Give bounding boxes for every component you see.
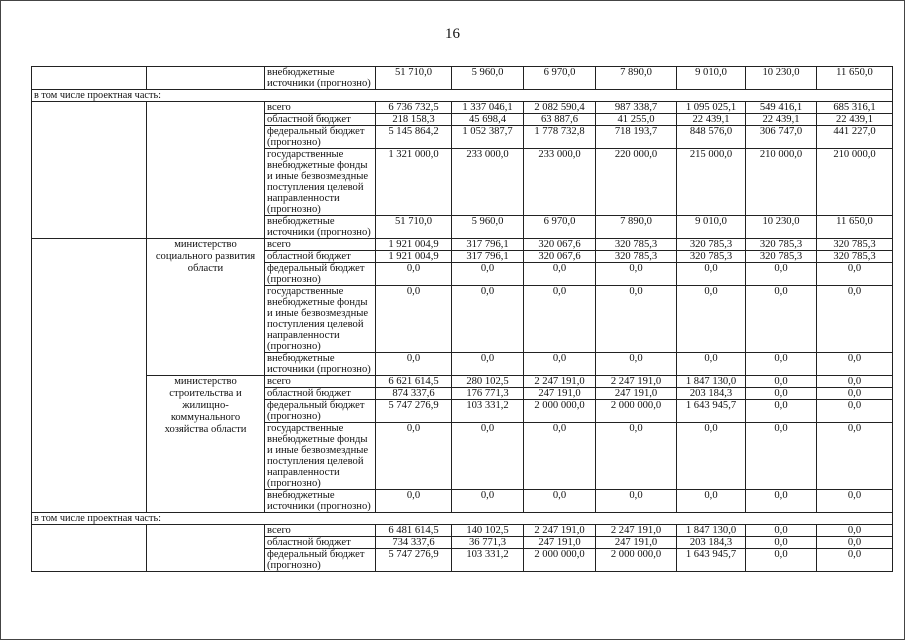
value-cell: 2 247 191,0 [596,525,677,537]
value-cell: 0,0 [376,353,452,376]
value-cell: 203 184,3 [677,537,746,549]
value-cell: 320 067,6 [524,239,596,251]
executor-cell [147,67,265,90]
funding-source-cell: федеральный бюджет (прогнозно) [265,126,376,149]
value-cell: 9 010,0 [677,67,746,90]
funding-source-cell: всего [265,525,376,537]
value-cell: 0,0 [817,549,893,572]
program-cell [32,102,147,239]
budget-table [31,66,893,572]
value-cell: 9 010,0 [677,216,746,239]
value-cell: 317 796,1 [452,239,524,251]
value-cell: 36 771,3 [452,537,524,549]
value-cell: 0,0 [452,353,524,376]
value-cell: 874 337,6 [376,388,452,400]
funding-source-cell: областной бюджет [265,114,376,126]
value-cell: 0,0 [746,400,817,423]
value-cell: 5 145 864,2 [376,126,452,149]
page-number: 16 [445,26,460,42]
value-cell: 0,0 [677,490,746,513]
funding-source-cell: внебюджетные источники (прогнозно) [265,353,376,376]
value-cell: 1 778 732,8 [524,126,596,149]
value-cell: 1 337 046,1 [452,102,524,114]
table-row [32,102,893,114]
value-cell: 247 191,0 [524,388,596,400]
value-cell: 1 847 130,0 [677,525,746,537]
value-cell: 103 331,2 [452,549,524,572]
value-cell: 0,0 [524,353,596,376]
value-cell: 1 847 130,0 [677,376,746,388]
value-cell: 247 191,0 [596,537,677,549]
value-cell: 320 785,3 [677,239,746,251]
value-cell: 320 785,3 [677,251,746,263]
value-cell: 2 000 000,0 [596,549,677,572]
value-cell: 0,0 [452,263,524,286]
funding-source-cell: внебюджетные источники (прогнозно) [265,67,376,90]
value-cell: 2 247 191,0 [524,376,596,388]
program-cell [32,525,147,572]
value-cell: 0,0 [746,423,817,490]
value-cell: 10 230,0 [746,67,817,90]
value-cell: 320 785,3 [746,239,817,251]
value-cell: 320 785,3 [596,239,677,251]
value-cell: 11 650,0 [817,67,893,90]
value-cell: 0,0 [746,525,817,537]
value-cell: 51 710,0 [376,216,452,239]
value-cell: 0,0 [817,490,893,513]
value-cell: 320 785,3 [817,239,893,251]
value-cell: 320 067,6 [524,251,596,263]
value-cell: 2 082 590,4 [524,102,596,114]
value-cell: 0,0 [817,400,893,423]
value-cell: 306 747,0 [746,126,817,149]
value-cell: 215 000,0 [677,149,746,216]
value-cell: 0,0 [596,490,677,513]
value-cell: 1 643 945,7 [677,549,746,572]
value-cell: 0,0 [746,286,817,353]
value-cell: 0,0 [524,490,596,513]
value-cell: 0,0 [746,388,817,400]
value-cell: 0,0 [817,376,893,388]
funding-source-cell: всего [265,376,376,388]
value-cell: 0,0 [817,353,893,376]
value-cell: 0,0 [677,286,746,353]
value-cell: 5 747 276,9 [376,549,452,572]
funding-source-cell: государственные внебюджетные фонды и иные безвозмездные поступления целевой направленности (прогнозно) [265,286,376,353]
value-cell: 7 890,0 [596,216,677,239]
value-cell: 0,0 [746,490,817,513]
value-cell: 0,0 [524,423,596,490]
program-cell [32,67,147,90]
funding-source-cell: государственные внебюджетные фонды и иные безвозмездные поступления целевой направленности (прогнозно) [265,423,376,490]
value-cell: 5 747 276,9 [376,400,452,423]
section-header-row [32,90,893,102]
value-cell: 140 102,5 [452,525,524,537]
value-cell: 2 247 191,0 [596,376,677,388]
project-part-label: в том числе проектная часть: [32,513,893,525]
value-cell: 1 052 387,7 [452,126,524,149]
value-cell: 6 736 732,5 [376,102,452,114]
value-cell: 22 439,1 [817,114,893,126]
value-cell: 549 416,1 [746,102,817,114]
value-cell: 1 921 004,9 [376,251,452,263]
value-cell: 0,0 [746,376,817,388]
value-cell: 0,0 [817,537,893,549]
value-cell: 203 184,3 [677,388,746,400]
executor-name: министерство строительства и жилищно-коммунального хозяйства области [147,376,265,513]
value-cell: 0,0 [817,263,893,286]
value-cell: 41 255,0 [596,114,677,126]
value-cell: 848 576,0 [677,126,746,149]
value-cell: 987 338,7 [596,102,677,114]
value-cell: 0,0 [452,490,524,513]
value-cell: 0,0 [524,286,596,353]
funding-source-cell: государственные внебюджетные фонды и иные безвозмездные поступления целевой направленности (прогнозно) [265,149,376,216]
value-cell: 176 771,3 [452,388,524,400]
value-cell: 0,0 [817,286,893,353]
value-cell: 220 000,0 [596,149,677,216]
value-cell: 210 000,0 [817,149,893,216]
table-row [32,239,893,251]
value-cell: 6 970,0 [524,216,596,239]
value-cell: 1 321 000,0 [376,149,452,216]
value-cell: 6 481 614,5 [376,525,452,537]
value-cell: 63 887,6 [524,114,596,126]
value-cell: 0,0 [677,263,746,286]
value-cell: 0,0 [452,423,524,490]
value-cell: 0,0 [596,423,677,490]
value-cell: 1 095 025,1 [677,102,746,114]
value-cell: 0,0 [376,286,452,353]
table-row [32,67,893,90]
funding-source-cell: областной бюджет [265,388,376,400]
value-cell: 11 650,0 [817,216,893,239]
value-cell: 0,0 [596,353,677,376]
value-cell: 2 000 000,0 [524,400,596,423]
value-cell: 0,0 [376,263,452,286]
value-cell: 103 331,2 [452,400,524,423]
value-cell: 441 227,0 [817,126,893,149]
value-cell: 45 698,4 [452,114,524,126]
value-cell: 0,0 [677,353,746,376]
funding-source-cell: федеральный бюджет (прогнозно) [265,263,376,286]
value-cell: 0,0 [746,549,817,572]
executor-cell [147,102,265,239]
value-cell: 247 191,0 [524,537,596,549]
value-cell: 320 785,3 [596,251,677,263]
value-cell: 685 316,1 [817,102,893,114]
value-cell: 317 796,1 [452,251,524,263]
value-cell: 7 890,0 [596,67,677,90]
value-cell: 280 102,5 [452,376,524,388]
value-cell: 218 158,3 [376,114,452,126]
table-row [32,376,893,388]
value-cell: 320 785,3 [817,251,893,263]
value-cell: 2 000 000,0 [524,549,596,572]
value-cell: 0,0 [746,353,817,376]
value-cell: 6 621 614,5 [376,376,452,388]
section-header-row [32,513,893,525]
value-cell: 5 960,0 [452,216,524,239]
value-cell: 233 000,0 [452,149,524,216]
value-cell: 0,0 [817,388,893,400]
value-cell: 718 193,7 [596,126,677,149]
value-cell: 247 191,0 [596,388,677,400]
value-cell: 2 000 000,0 [596,400,677,423]
table-row [32,525,893,537]
value-cell: 51 710,0 [376,67,452,90]
value-cell: 210 000,0 [746,149,817,216]
value-cell: 5 960,0 [452,67,524,90]
value-cell: 10 230,0 [746,216,817,239]
value-cell: 0,0 [817,423,893,490]
value-cell: 0,0 [817,525,893,537]
executor-name: министерство социального развития области [147,239,265,376]
value-cell: 0,0 [376,423,452,490]
value-cell: 22 439,1 [677,114,746,126]
value-cell: 734 337,6 [376,537,452,549]
project-part-label: в том числе проектная часть: [32,90,893,102]
value-cell: 1 643 945,7 [677,400,746,423]
funding-source-cell: всего [265,102,376,114]
funding-source-cell: федеральный бюджет (прогнозно) [265,400,376,423]
funding-source-cell: внебюджетные источники (прогнозно) [265,216,376,239]
value-cell: 233 000,0 [524,149,596,216]
funding-source-cell: внебюджетные источники (прогнозно) [265,490,376,513]
program-cell [32,239,147,513]
value-cell: 2 247 191,0 [524,525,596,537]
funding-source-cell: областной бюджет [265,251,376,263]
value-cell: 6 970,0 [524,67,596,90]
funding-source-cell: всего [265,239,376,251]
value-cell: 0,0 [524,263,596,286]
value-cell: 1 921 004,9 [376,239,452,251]
value-cell: 0,0 [452,286,524,353]
value-cell: 320 785,3 [746,251,817,263]
executor-cell [147,525,265,572]
value-cell: 0,0 [746,263,817,286]
funding-source-cell: областной бюджет [265,537,376,549]
funding-source-cell: федеральный бюджет (прогнозно) [265,549,376,572]
value-cell: 22 439,1 [746,114,817,126]
value-cell: 0,0 [746,537,817,549]
value-cell: 0,0 [596,263,677,286]
value-cell: 0,0 [376,490,452,513]
value-cell: 0,0 [677,423,746,490]
value-cell: 0,0 [596,286,677,353]
